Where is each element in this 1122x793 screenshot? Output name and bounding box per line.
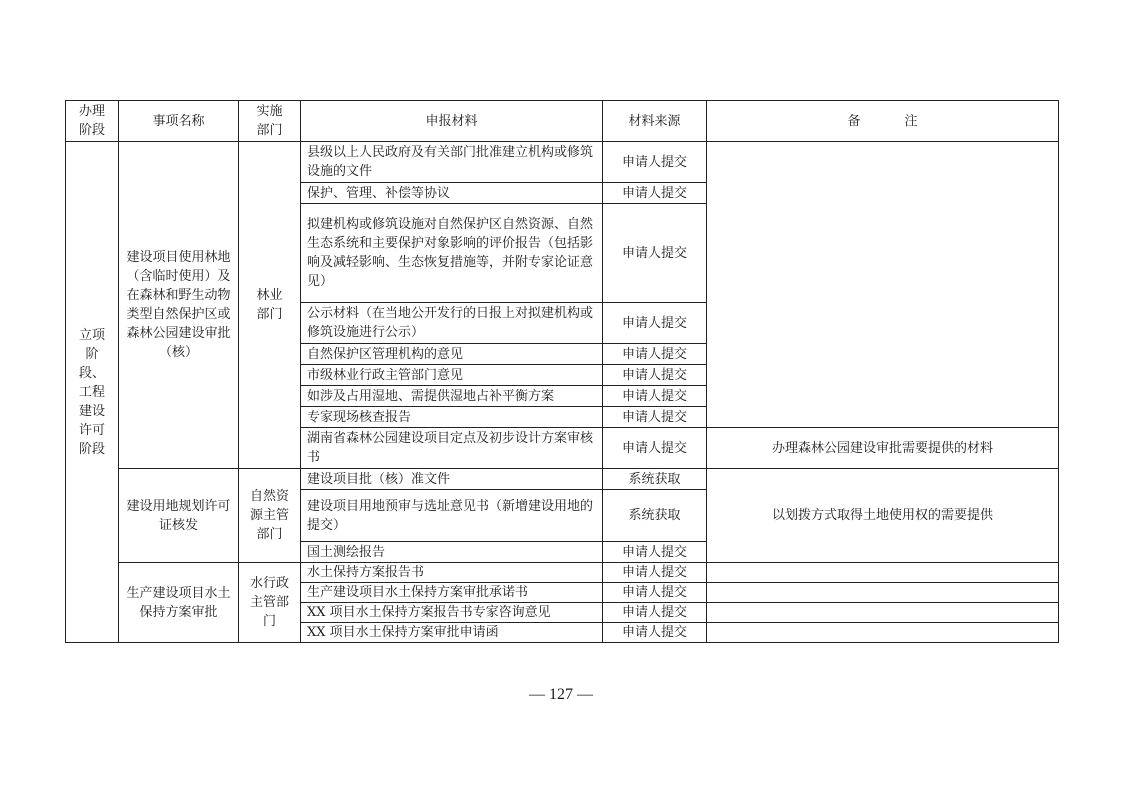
page-number: — 127 —: [529, 686, 593, 703]
remark-cell-empty: [707, 603, 1059, 623]
item-name-cell: 生产建设项目水土保持方案审批: [119, 563, 239, 643]
table-row: [66, 469, 1059, 490]
source-cell: 申请人提交: [603, 623, 707, 643]
source-cell: 系统获取: [603, 490, 707, 542]
source-cell: 申请人提交: [603, 563, 707, 583]
remark-cell: 以划拨方式取得土地使用权的需要提供: [707, 469, 1059, 563]
remark-cell-empty: [707, 623, 1059, 643]
source-cell: 申请人提交: [603, 603, 707, 623]
material-cell: 国土测绘报告: [301, 542, 603, 563]
stage-cell: 立项阶段、工程建设许可阶段: [66, 142, 119, 643]
header-department: 实施部门: [239, 101, 301, 142]
material-cell: 拟建机构或修筑设施对自然保护区自然资源、自然生态系统和主要保护对象影响的评价报告（包括影响及减轻影响、生态恢复措施等，并附专家论证意见）: [301, 204, 603, 303]
header-item-name: 事项名称: [119, 101, 239, 142]
source-cell: 申请人提交: [603, 142, 707, 183]
material-cell: 生产建设项目水土保持方案审批承诺书: [301, 583, 603, 603]
table-row: [66, 563, 1059, 583]
source-cell: 申请人提交: [603, 344, 707, 365]
remark-cell-empty: [707, 142, 1059, 428]
item-name-cell: 建设用地规划许可证核发: [119, 469, 239, 563]
header-remark-char-2: 注: [904, 113, 918, 129]
material-cell: 水土保持方案报告书: [301, 563, 603, 583]
source-cell: 申请人提交: [603, 365, 707, 386]
material-cell: XX 项目水土保持方案报告书专家咨询意见: [301, 603, 603, 623]
source-cell: 申请人提交: [603, 583, 707, 603]
material-cell: 自然保护区管理机构的意见: [301, 344, 603, 365]
source-cell: 申请人提交: [603, 542, 707, 563]
table-row: [66, 142, 1059, 183]
source-cell: 申请人提交: [603, 386, 707, 407]
header-source: 材料来源: [603, 101, 707, 142]
table-header-row: [66, 101, 1059, 142]
material-cell: 保护、管理、补偿等协议: [301, 183, 603, 204]
material-cell: 专家现场核查报告: [301, 407, 603, 428]
source-cell: 申请人提交: [603, 428, 707, 469]
header-remark: [707, 101, 1059, 142]
material-cell: 市级林业行政主管部门意见: [301, 365, 603, 386]
approval-materials-table: [65, 100, 1059, 643]
remark-cell: 办理森林公园建设审批需要提供的材料: [707, 428, 1059, 469]
material-cell: 建设项目用地预审与选址意见书（新增建设用地的提交）: [301, 490, 603, 542]
remark-cell-empty: [707, 563, 1059, 583]
header-stage: 办理阶段: [66, 101, 119, 142]
source-cell: 申请人提交: [603, 303, 707, 344]
department-cell: 水行政主管部门: [239, 563, 301, 643]
department-cell: 自然资源主管部门: [239, 469, 301, 563]
remark-cell-empty: [707, 583, 1059, 603]
header-materials: 申报材料: [301, 101, 603, 142]
material-cell: 县级以上人民政府及有关部门批准建立机构或修筑设施的文件: [301, 142, 603, 183]
material-cell: 湖南省森林公园建设项目定点及初步设计方案审核书: [301, 428, 603, 469]
source-cell: 系统获取: [603, 469, 707, 490]
source-cell: 申请人提交: [603, 204, 707, 303]
source-cell: 申请人提交: [603, 407, 707, 428]
material-cell: 如涉及占用湿地、需提供湿地占补平衡方案: [301, 386, 603, 407]
item-name-cell: 建设项目使用林地（含临时使用）及在森林和野生动物类型自然保护区或森林公园建设审批（核）: [119, 142, 239, 469]
header-remark-char-1: 备: [847, 113, 861, 129]
material-cell: 建设项目批（核）准文件: [301, 469, 603, 490]
source-cell: 申请人提交: [603, 183, 707, 204]
material-cell: XX 项目水土保持方案审批申请函: [301, 623, 603, 643]
department-cell: 林业部门: [239, 142, 301, 469]
material-cell: 公示材料（在当地公开发行的日报上对拟建机构或修筑设施进行公示）: [301, 303, 603, 344]
